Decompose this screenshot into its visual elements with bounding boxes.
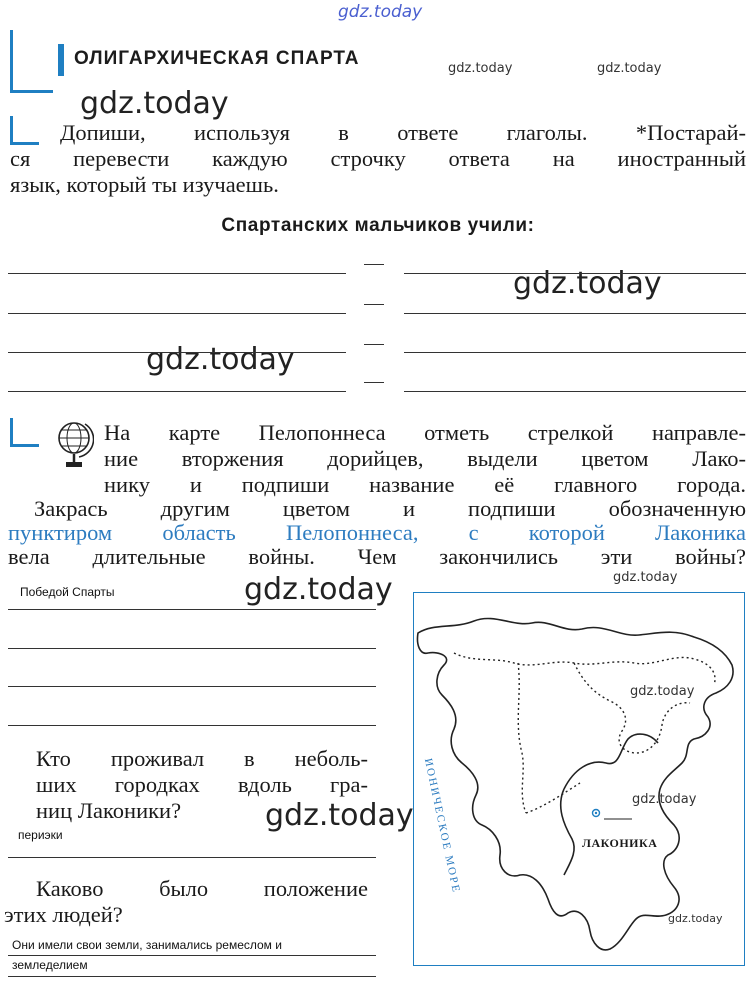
task2b-line-3: вела длительные войны. Чем закончились эти войны?: [8, 544, 746, 569]
watermark: gdz.today: [632, 792, 697, 807]
task2b-line-1: Закрась другим цветом и подпиши обозначенную: [34, 496, 746, 521]
watermark: gdz.today: [448, 61, 513, 76]
task1-marker: [10, 116, 39, 145]
task4-answer-line-2: земледелием: [12, 958, 88, 972]
task4-line-2: этих людей?: [4, 902, 123, 927]
answer-line[interactable]: [404, 313, 746, 314]
watermark: gdz.today: [80, 86, 229, 121]
task3-line-2: ших городках вдоль гра-: [36, 772, 368, 797]
answer-line[interactable]: [8, 352, 346, 353]
watermark: gdz.today: [146, 342, 295, 377]
map-label-ionian-sea: ИОНИЧЕСКОЕ МОРЕ: [421, 757, 463, 895]
task3-line-1: Кто проживал в неболь-: [36, 746, 368, 771]
map-label-laconia: ЛАКОНИКА: [582, 836, 658, 850]
title-accent-bar: [58, 44, 64, 76]
watermark: gdz.today: [265, 798, 414, 833]
task1-line-2: ся перевести каждую строчку ответа на иностранный: [10, 146, 746, 171]
dotted-border: [526, 783, 580, 813]
answer-line[interactable]: [8, 976, 376, 977]
dash: [364, 264, 384, 265]
task3-line-3: ниц Лаконики?: [36, 798, 182, 823]
task1-line-1: Допиши, используя в ответе глаголы. *Постарай-: [60, 120, 746, 145]
coastline: [417, 618, 733, 949]
answer-line[interactable]: [8, 648, 376, 649]
answer-line[interactable]: [404, 352, 746, 353]
watermark: gdz.today: [613, 570, 678, 585]
answer-line[interactable]: [8, 725, 376, 726]
task4-line-1: Каково было положение: [36, 876, 368, 901]
answer-line[interactable]: [404, 391, 746, 392]
dotted-border: [574, 663, 690, 753]
answer-line[interactable]: [8, 313, 346, 314]
dotted-border: [518, 663, 526, 813]
task3-answer: периэки: [18, 828, 63, 842]
answer-line[interactable]: [8, 857, 376, 858]
answer-line[interactable]: [8, 686, 376, 687]
task1-subtitle: Спартанских мальчиков учили:: [221, 215, 535, 236]
task4-answer-line-1: Они имели свои земли, занимались ремеслом и: [12, 938, 282, 952]
watermark: gdz.today: [630, 684, 695, 699]
watermark-top: gdz.today: [338, 2, 423, 22]
watermark: gdz.today: [597, 61, 662, 76]
dash: [364, 344, 384, 345]
task2-line-1: На карте Пелопоннеса отметь стрелкой направле-: [104, 420, 746, 445]
task2-line-3: нику и подпиши название её главного города.: [104, 472, 746, 497]
task1-line-3: язык, который ты изучаешь.: [10, 172, 279, 197]
task2-answer: Победой Спарты: [20, 585, 115, 599]
answer-line[interactable]: [8, 391, 346, 392]
watermark: gdz.today: [244, 572, 393, 607]
laconia-border: [564, 734, 658, 789]
header-corner-mark: [10, 30, 53, 93]
task2-line-2: ние вторжения дорийцев, выдели цветом Лако-: [104, 446, 746, 471]
dash: [364, 304, 384, 305]
laconia-border: [561, 789, 574, 875]
task2-marker: [10, 418, 39, 447]
answer-line[interactable]: [404, 273, 746, 274]
answer-line[interactable]: [8, 273, 346, 274]
answer-line[interactable]: [8, 609, 376, 610]
task2b-line-2: пунктиром область Пелопоннеса, с которой Лаконика: [8, 520, 746, 545]
dash: [364, 382, 384, 383]
answer-line[interactable]: [8, 955, 376, 956]
page-title: ОЛИГАРХИЧЕСКАЯ СПАРТА: [74, 48, 360, 69]
globe-icon: [54, 418, 94, 470]
watermark: gdz.today: [513, 266, 662, 301]
watermark: gdz.today: [668, 912, 723, 925]
